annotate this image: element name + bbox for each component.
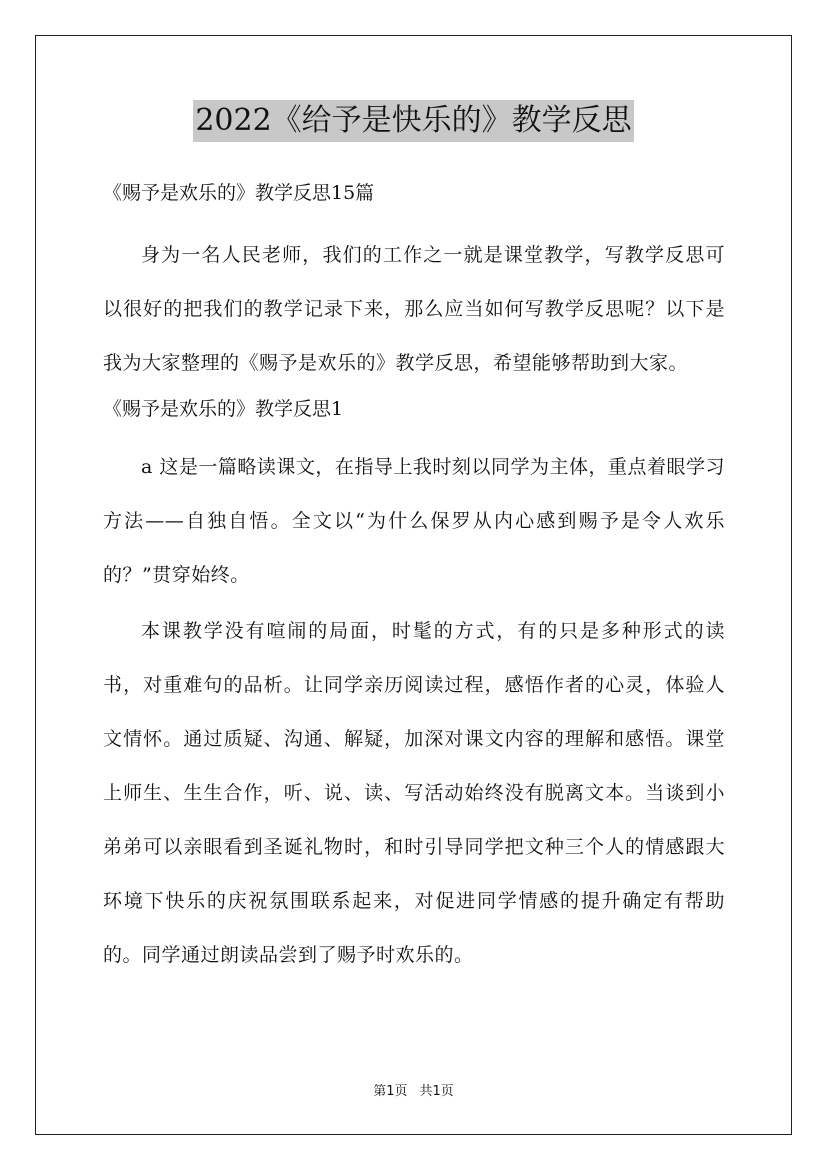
intro-paragraph: 身为一名人民老师，我们的工作之一就是课堂教学，写教学反思可以很好的把我们的教学记录下来，那么应当如何写教学反思呢？以下是我为大家整理的《赐予是欢乐的》教学反思，希望能够帮助到大家。 bbox=[103, 244, 725, 374]
page-footer bbox=[0, 1082, 827, 1102]
document-title: 2022《给予是快乐的》教学反思 bbox=[193, 100, 633, 142]
page-number: 第1页 bbox=[373, 1084, 408, 1099]
document-body bbox=[103, 174, 725, 984]
body-paragraph: 本课教学没有喧闹的局面，时髦的方式，有的只是多种形式的读书，对重难句的品析。让同学亲历阅读过程，感悟作者的心灵，体验人文情怀。通过质疑、沟通、解疑，加深对课文内容的理解和感悟。课堂上师生、生生合作，听、说、读、写活动始终没有脱离文本。当谈到小弟弟可以亲眼看到圣诞礼物时，和时引导同学把文种三个人的情感跟大环境下快乐的庆祝氛围联系起来，对促进同学情感的提升确定有帮助的。同学通过朗读品尝到了赐予时欢乐的。 bbox=[103, 620, 725, 966]
section-heading: 《赐予是欢乐的》教学反思1 bbox=[103, 398, 344, 420]
document-subtitle: 《赐予是欢乐的》教学反思15篇 bbox=[103, 182, 375, 204]
page-total: 共1页 bbox=[419, 1084, 454, 1099]
title-container bbox=[0, 100, 827, 142]
body-paragraph: a 这是一篇略读课文，在指导上我时刻以同学为主体，重点着眼学习方法——自独自悟。全文以“为什么保罗从内心感到赐予是令人欢乐的？”贯穿始终。 bbox=[103, 456, 725, 586]
